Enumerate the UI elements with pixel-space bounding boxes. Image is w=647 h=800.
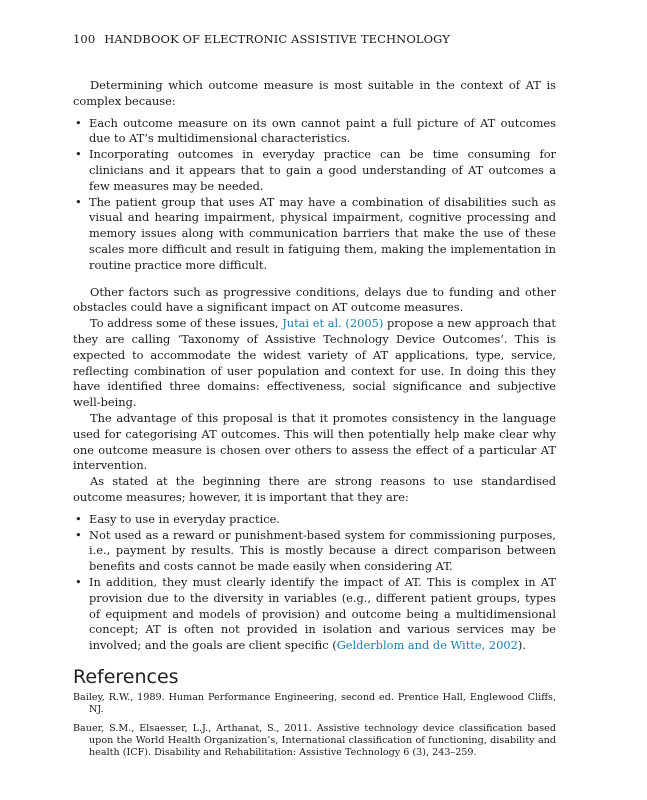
references-heading: References [73,665,179,688]
reference-item: Bauer, S.M., Elsaesser, L.J., Arthanat, S., 2011. Assistive technology device classification based upon the World Health Organization’s, International classification of functioning, disability and health (ICF). Disability and Rehabilitation: Assistive Technology 6 (3), 243–259. [73,722,556,759]
page-number: 100 [73,32,96,46]
reference-item: Bailey, R.W., 1989. Human Performance Engineering, second ed. Prentice Hall, Englewood Cliffs, NJ. [73,691,556,716]
citation-link-gelderblom[interactable]: Gelderblom and de Witte, 2002 [336,638,518,653]
bullet-list-complexity [73,116,556,274]
paragraph-stated: As stated at the beginning there are strong reasons to use standardised outcome measures; however, it is important that they are: [73,474,556,504]
body-text [73,78,556,766]
running-header [73,32,450,46]
intro-paragraph: Determining which outcome measure is most suitable in the context of AT is complex because: [73,78,556,108]
list-item: • Each outcome measure on its own cannot paint a full picture of AT outcomes due to AT’s multidimensional characteristics. [73,116,556,148]
bullet-list-requirements [73,512,556,654]
paragraph-other-factors: Other factors such as progressive conditions, delays due to funding and other obstacles could have a significant impact on AT outcome measures. [73,284,556,315]
list-item: • The patient group that uses AT may have a combination of disabilities such as visual and hearing impairment, physical impairment, cognitive processing and memory issues along with communication barriers that make the use of these scales more difficult and result in fatiguing them, making the implementation in routine practice more difficult. [73,195,556,274]
running-title: HANDBOOK OF ELECTRONIC ASSISTIVE TECHNOLOGY [104,32,450,46]
paragraph-advantage: The advantage of this proposal is that it promotes consistency in the language used for categorising AT outcomes. This will then potentially help make clear why one outcome measure is chosen over others to assess the effect of a particular AT intervention. [73,410,556,473]
paragraph-address-issues: To address some of these issues, Jutai et al. (2005) propose a new approach that they are calling ‘Taxonomy of Assistive Technology Device Outcomes’. This is expected to accommodate the widest variety of AT applications, type, service, reflecting combination of user population and context for use. In doing this they have identified three domains: effectiveness, social significance and subjective well-being. [73,316,556,410]
list-item: • Incorporating outcomes in everyday practice can be time consuming for clinicians and it appears that to gain a good understanding of AT outcomes a few measures may be needed. [73,147,556,194]
reference-list [73,692,556,760]
list-item: • Not used as a reward or punishment-based system for commissioning purposes, i.e., payment by results. This is mostly because a direct comparison between benefits and costs cannot be made easily when considering AT. [73,528,556,575]
list-item: • In addition, they must clearly identify the impact of AT. This is complex in AT provision due to the diversity in variables (e.g., different patient groups, types of equipment and models of provision) and outcome being a multidimensional concept; AT is often not provided in isolation and various services may be involved; and the goals are client specific (Gelderblom and de Witte, 2002). [73,575,556,654]
list-item: • Easy to use in everyday practice. [73,512,556,528]
citation-link-jutai[interactable]: Jutai et al. (2005) [282,316,384,331]
